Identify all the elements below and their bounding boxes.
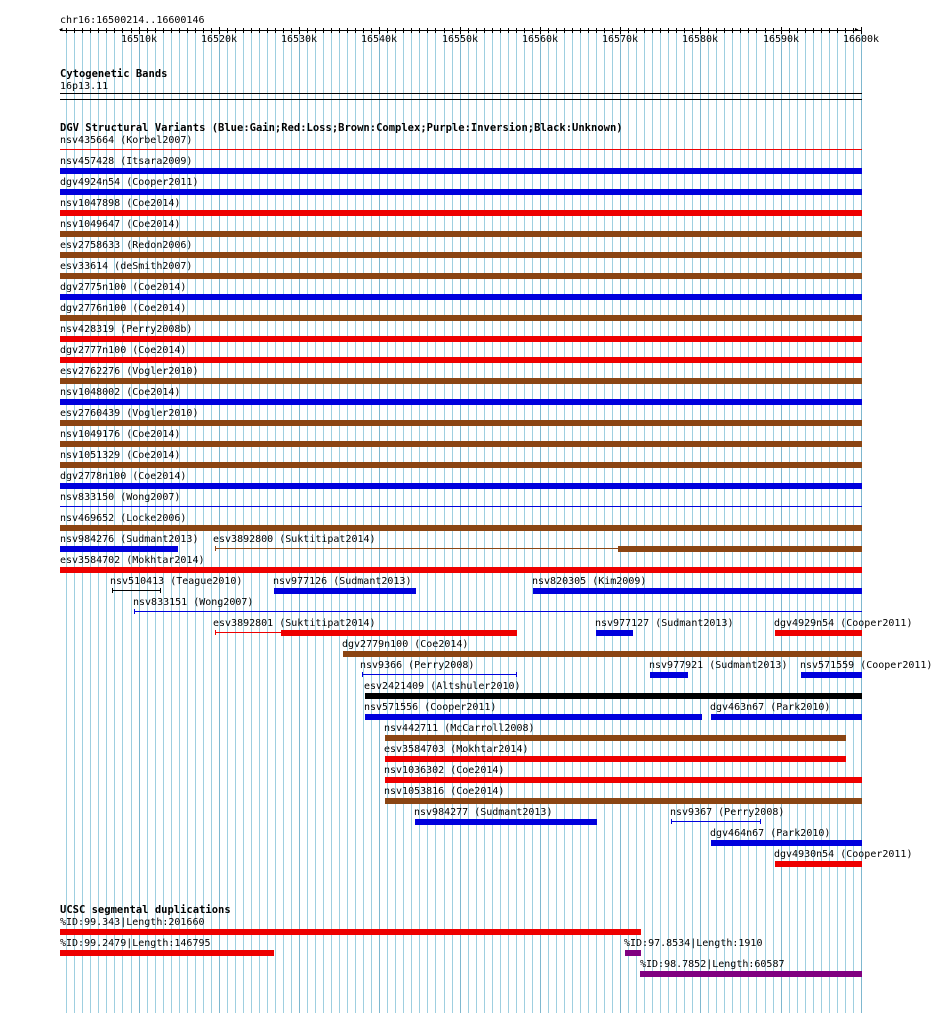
dgv-feature-bar[interactable] [365, 693, 862, 699]
dgv-feature-label[interactable]: dgv2779n100 (Coe2014) [342, 639, 469, 650]
ruler-minor-tick [275, 28, 276, 33]
ruler-major-tick [620, 27, 621, 34]
ruler-minor-tick [797, 28, 798, 33]
dgv-feature-end-cap [671, 819, 672, 824]
ruler-minor-tick [179, 28, 180, 33]
ruler-minor-tick [98, 28, 99, 33]
dgv-feature-bar[interactable] [60, 149, 862, 150]
ruler-minor-tick [765, 28, 766, 33]
ruler-minor-tick [756, 28, 757, 33]
dgv-feature-label[interactable]: esv33614 (deSmith2007) [60, 261, 193, 272]
dgv-feature-end-cap [112, 588, 113, 593]
dgv-feature-bar[interactable] [60, 336, 862, 342]
ruler-minor-tick [235, 28, 236, 33]
dgv-feature-bar[interactable] [385, 798, 862, 804]
ruler-tick-label: 16570k [601, 34, 639, 45]
ruler-minor-tick [572, 28, 573, 33]
dgv-feature-label[interactable]: nsv977921 (Sudmant2013) [649, 660, 788, 671]
dgv-feature-bar[interactable] [60, 462, 862, 468]
region-label: chr16:16500214..16600146 [60, 15, 205, 26]
dgv-feature-label[interactable]: nsv820305 (Kim2009) [532, 576, 647, 587]
ruler-major-tick [781, 27, 782, 34]
segdup-feature-label[interactable]: %ID:97.8534|Length:1910 [624, 938, 763, 949]
ruler-minor-tick [291, 28, 292, 33]
ruler-minor-tick [556, 28, 557, 33]
ruler-minor-tick [476, 28, 477, 33]
dgv-feature-label[interactable]: esv2758633 (Redon2006) [60, 240, 193, 251]
ruler-minor-tick [724, 28, 725, 33]
dgv-feature-bar[interactable] [281, 630, 517, 636]
dgv-feature-bar[interactable] [60, 252, 862, 258]
ruler-minor-tick [163, 28, 164, 33]
dgv-feature-label[interactable]: nsv428319 (Perry2008b) [60, 324, 193, 335]
ruler-minor-tick [251, 28, 252, 33]
dgv-feature-bar[interactable] [60, 546, 178, 552]
ruler-minor-tick [187, 28, 188, 33]
dgv-feature-bar[interactable] [112, 590, 160, 591]
ruler-tick-label: 16550k [441, 34, 479, 45]
dgv-feature-label[interactable]: nsv833151 (Wong2007) [133, 597, 254, 608]
ruler-minor-tick [732, 28, 733, 33]
ruler-minor-tick [468, 28, 469, 33]
dgv-feature-bar[interactable] [60, 210, 862, 216]
dgv-feature-label[interactable]: esv2762276 (Vogler2010) [60, 366, 199, 377]
ruler-minor-tick [716, 28, 717, 33]
dgv-feature-label[interactable]: nsv1049647 (Coe2014) [60, 219, 181, 230]
cytoband-track-line [60, 99, 862, 100]
dgv-feature-end-cap [516, 672, 517, 677]
segdup-feature-bar[interactable] [625, 950, 641, 956]
dgv-feature-label[interactable]: nsv1053816 (Coe2014) [384, 786, 505, 797]
dgv-feature-bar[interactable] [134, 611, 862, 612]
track-title-cytogenetic-bands[interactable]: Cytogenetic Bands [60, 68, 168, 80]
dgv-feature-bar[interactable] [60, 315, 862, 321]
ruler-minor-tick [660, 28, 661, 33]
dgv-feature-bar[interactable] [596, 630, 633, 636]
ruler-minor-tick [821, 28, 822, 33]
ruler-minor-tick [564, 28, 565, 33]
ruler-tick-label: 16580k [681, 34, 719, 45]
dgv-feature-label[interactable]: dgv2776n100 (Coe2014) [60, 303, 187, 314]
segdup-feature-bar[interactable] [60, 950, 274, 956]
dgv-feature-bar[interactable] [533, 588, 862, 594]
ruler-minor-tick [668, 28, 669, 33]
dgv-feature-label[interactable]: dgv2775n100 (Coe2014) [60, 282, 187, 293]
ruler-minor-tick [371, 28, 372, 33]
ruler-minor-tick [203, 28, 204, 33]
dgv-feature-bar[interactable] [385, 735, 846, 741]
ruler-minor-tick [419, 28, 420, 33]
ruler-major-tick [299, 27, 300, 34]
ruler-minor-tick [243, 28, 244, 33]
track-title-dgv-structural-variants[interactable]: DGV Structural Variants (Blue:Gain;Red:Loss;Brown:Complex;Purple:Inversion;Black:Unknown) [60, 122, 623, 134]
dgv-feature-end-cap [160, 588, 161, 593]
dgv-feature-label[interactable]: nsv977126 (Sudmant2013) [273, 576, 412, 587]
ruler-minor-tick [580, 28, 581, 33]
ruler-minor-tick [829, 28, 830, 33]
dgv-feature-connector-line [215, 548, 618, 549]
dgv-feature-label[interactable]: nsv984276 (Sudmant2013) [60, 534, 199, 545]
segdup-feature-label[interactable]: %ID:98.7852|Length:60587 [640, 959, 785, 970]
ruler-axis-line [60, 30, 862, 31]
ruler-minor-tick [596, 28, 597, 33]
ruler-minor-tick [524, 28, 525, 33]
dgv-feature-bar[interactable] [60, 399, 862, 405]
ruler-minor-tick [708, 28, 709, 33]
ruler-minor-tick [845, 28, 846, 33]
dgv-feature-bar[interactable] [60, 357, 862, 363]
ruler-tick-label: 16520k [200, 34, 238, 45]
ruler-minor-tick [692, 28, 693, 33]
dgv-feature-bar[interactable] [711, 714, 862, 720]
dgv-feature-label[interactable]: dgv463n67 (Park2010) [710, 702, 831, 713]
dgv-feature-bar[interactable] [711, 840, 862, 846]
ruler-minor-tick [283, 28, 284, 33]
ruler-major-tick [460, 27, 461, 34]
ruler-minor-tick [331, 28, 332, 33]
ruler-minor-tick [548, 28, 549, 33]
ruler-minor-tick [644, 28, 645, 33]
dgv-feature-bar[interactable] [60, 420, 862, 426]
dgv-feature-label[interactable]: dgv4929n54 (Cooper2011) [774, 618, 913, 629]
ruler-minor-tick [82, 28, 83, 33]
dgv-feature-bar[interactable] [60, 441, 862, 447]
ruler-minor-tick [684, 28, 685, 33]
ruler-minor-tick [131, 28, 132, 33]
dgv-feature-bar[interactable] [801, 672, 862, 678]
dgv-feature-label[interactable]: nsv510413 (Teague2010) [110, 576, 243, 587]
ruler-minor-tick [805, 28, 806, 33]
ruler-minor-tick [773, 28, 774, 33]
ruler-minor-tick [347, 28, 348, 33]
dgv-feature-bar[interactable] [60, 189, 862, 195]
dgv-feature-bar[interactable] [365, 714, 702, 720]
dgv-feature-label[interactable]: nsv1051329 (Coe2014) [60, 450, 181, 461]
ruler-minor-tick [789, 28, 790, 33]
segdup-feature-bar[interactable] [640, 971, 862, 977]
ruler-major-tick [700, 27, 701, 34]
ruler-minor-tick [195, 28, 196, 33]
dgv-feature-bar[interactable] [415, 819, 597, 825]
dgv-feature-label[interactable]: esv3584702 (Mokhtar2014) [60, 555, 205, 566]
dgv-feature-label[interactable]: nsv457428 (Itsara2009) [60, 156, 193, 167]
segdup-feature-label[interactable]: %ID:99.343|Length:201660 [60, 917, 205, 928]
dgv-feature-bar[interactable] [362, 674, 517, 675]
dgv-feature-label[interactable]: esv3584703 (Mokhtar2014) [384, 744, 529, 755]
dgv-feature-label[interactable]: nsv984277 (Sudmant2013) [414, 807, 553, 818]
ruler-tick-label: 16510k [120, 34, 158, 45]
ruler-minor-tick [604, 28, 605, 33]
ruler-minor-tick [171, 28, 172, 33]
ruler-major-tick [540, 27, 541, 34]
ruler-minor-tick [588, 28, 589, 33]
ruler-major-tick [861, 27, 862, 34]
ruler-minor-tick [211, 28, 212, 33]
dgv-feature-label[interactable]: esv3892801 (Suktitipat2014) [213, 618, 376, 629]
dgv-feature-end-cap [760, 819, 761, 824]
dgv-feature-label[interactable]: nsv435664 (Korbel2007) [60, 135, 193, 146]
ruler-minor-tick [147, 28, 148, 33]
dgv-feature-bar[interactable] [60, 231, 862, 237]
ruler-minor-tick [363, 28, 364, 33]
dgv-feature-label[interactable]: esv3892800 (Suktitipat2014) [213, 534, 376, 545]
segdup-feature-bar[interactable] [60, 929, 641, 935]
dgv-feature-label[interactable]: nsv469652 (Locke2006) [60, 513, 187, 524]
dgv-feature-label[interactable]: nsv9366 (Perry2008) [360, 660, 475, 671]
ruler-minor-tick [307, 28, 308, 33]
ruler-minor-tick [106, 28, 107, 33]
ruler-minor-tick [66, 28, 67, 33]
ruler-tick-label: 16590k [762, 34, 800, 45]
cytoband-track-line [60, 93, 862, 94]
ruler-minor-tick [500, 28, 501, 33]
segdup-feature-label[interactable]: %ID:99.2479|Length:146795 [60, 938, 211, 949]
ruler-minor-tick [387, 28, 388, 33]
ruler-minor-tick [444, 28, 445, 33]
ruler-left-arrow: ◂ [58, 25, 64, 35]
ruler-minor-tick [427, 28, 428, 33]
ruler-right-arrow: ▸ [854, 25, 860, 35]
dgv-feature-end-cap [362, 672, 363, 677]
dgv-feature-bar[interactable] [385, 756, 846, 762]
dgv-feature-label[interactable]: nsv1049176 (Coe2014) [60, 429, 181, 440]
ruler-minor-tick [267, 28, 268, 33]
dgv-feature-bar[interactable] [60, 506, 862, 507]
ruler-minor-tick [813, 28, 814, 33]
dgv-feature-end-cap [215, 546, 216, 551]
dgv-feature-label[interactable]: esv2421409 (Altshuler2010) [364, 681, 521, 692]
ruler-minor-tick [403, 28, 404, 33]
dgv-feature-bar[interactable] [650, 672, 688, 678]
dgv-feature-bar[interactable] [60, 273, 862, 279]
ruler-minor-tick [114, 28, 115, 33]
ruler-minor-tick [853, 28, 854, 33]
dgv-feature-label[interactable]: nsv442711 (McCarroll2008) [384, 723, 535, 734]
dgv-feature-bar[interactable] [60, 567, 862, 573]
ruler-minor-tick [90, 28, 91, 33]
dgv-feature-bar[interactable] [60, 168, 862, 174]
ruler-minor-tick [435, 28, 436, 33]
ruler-minor-tick [484, 28, 485, 33]
ruler-minor-tick [748, 28, 749, 33]
dgv-feature-label[interactable]: nsv571556 (Cooper2011) [364, 702, 497, 713]
dgv-feature-bar[interactable] [385, 777, 862, 783]
dgv-feature-label[interactable]: nsv9367 (Perry2008) [670, 807, 785, 818]
ruler-major-tick [379, 27, 380, 34]
ruler-minor-tick [122, 28, 123, 33]
dgv-feature-bar[interactable] [274, 588, 416, 594]
dgv-feature-label[interactable]: dgv4930n54 (Cooper2011) [774, 849, 913, 860]
ruler-minor-tick [155, 28, 156, 33]
ruler-tick-label: 16530k [280, 34, 318, 45]
dgv-feature-bar[interactable] [60, 378, 862, 384]
dgv-feature-bar[interactable] [618, 546, 862, 552]
dgv-feature-bar[interactable] [60, 294, 862, 300]
ruler-minor-tick [492, 28, 493, 33]
dgv-feature-bar[interactable] [775, 630, 862, 636]
dgv-feature-bar[interactable] [60, 483, 862, 489]
ruler-minor-tick [395, 28, 396, 33]
ruler-minor-tick [339, 28, 340, 33]
ruler-major-tick [219, 27, 220, 34]
dgv-feature-label[interactable]: dgv4924n54 (Cooper2011) [60, 177, 199, 188]
ruler-minor-tick [452, 28, 453, 33]
ruler-minor-tick [259, 28, 260, 33]
ruler-minor-tick [74, 28, 75, 33]
ruler-minor-tick [652, 28, 653, 33]
ruler-minor-tick [323, 28, 324, 33]
ruler-tick-label: 16560k [521, 34, 559, 45]
cytoband-label[interactable]: 16p13.11 [60, 81, 109, 92]
dgv-feature-label[interactable]: nsv833150 (Wong2007) [60, 492, 181, 503]
dgv-feature-connector-line [215, 632, 281, 633]
ruler-major-tick [139, 27, 140, 34]
ruler-tick-label: 16540k [360, 34, 398, 45]
ruler-minor-tick [516, 28, 517, 33]
dgv-feature-end-cap [215, 630, 216, 635]
ruler-minor-tick [315, 28, 316, 33]
dgv-feature-label[interactable]: dgv464n67 (Park2010) [710, 828, 831, 839]
dgv-feature-bar[interactable] [775, 861, 862, 867]
ruler-minor-tick [628, 28, 629, 33]
ruler-minor-tick [227, 28, 228, 33]
ruler-minor-tick [612, 28, 613, 33]
ruler-minor-tick [355, 28, 356, 33]
dgv-feature-end-cap [134, 609, 135, 614]
ruler-minor-tick [676, 28, 677, 33]
dgv-feature-label[interactable]: nsv1047898 (Coe2014) [60, 198, 181, 209]
ruler-minor-tick [508, 28, 509, 33]
ruler-minor-tick [411, 28, 412, 33]
dgv-feature-bar[interactable] [60, 525, 862, 531]
dgv-feature-label[interactable]: esv2760439 (Vogler2010) [60, 408, 199, 419]
ruler-minor-tick [532, 28, 533, 33]
dgv-feature-label[interactable]: nsv1048002 (Coe2014) [60, 387, 181, 398]
ruler-minor-tick [636, 28, 637, 33]
dgv-feature-label[interactable]: nsv571559 (Cooper2011) [800, 660, 932, 671]
dgv-feature-label[interactable]: nsv977127 (Sudmant2013) [595, 618, 734, 629]
track-title-segmental-duplications[interactable]: UCSC segmental duplications [60, 904, 231, 916]
ruler-minor-tick [740, 28, 741, 33]
dgv-feature-label[interactable]: nsv1036302 (Coe2014) [384, 765, 505, 776]
ruler-minor-tick [837, 28, 838, 33]
dgv-feature-label[interactable]: dgv2778n100 (Coe2014) [60, 471, 187, 482]
dgv-feature-bar[interactable] [671, 821, 761, 822]
dgv-feature-bar[interactable] [343, 651, 862, 657]
dgv-feature-label[interactable]: dgv2777n100 (Coe2014) [60, 345, 187, 356]
ruler-tick-label: 16600k [842, 34, 880, 45]
